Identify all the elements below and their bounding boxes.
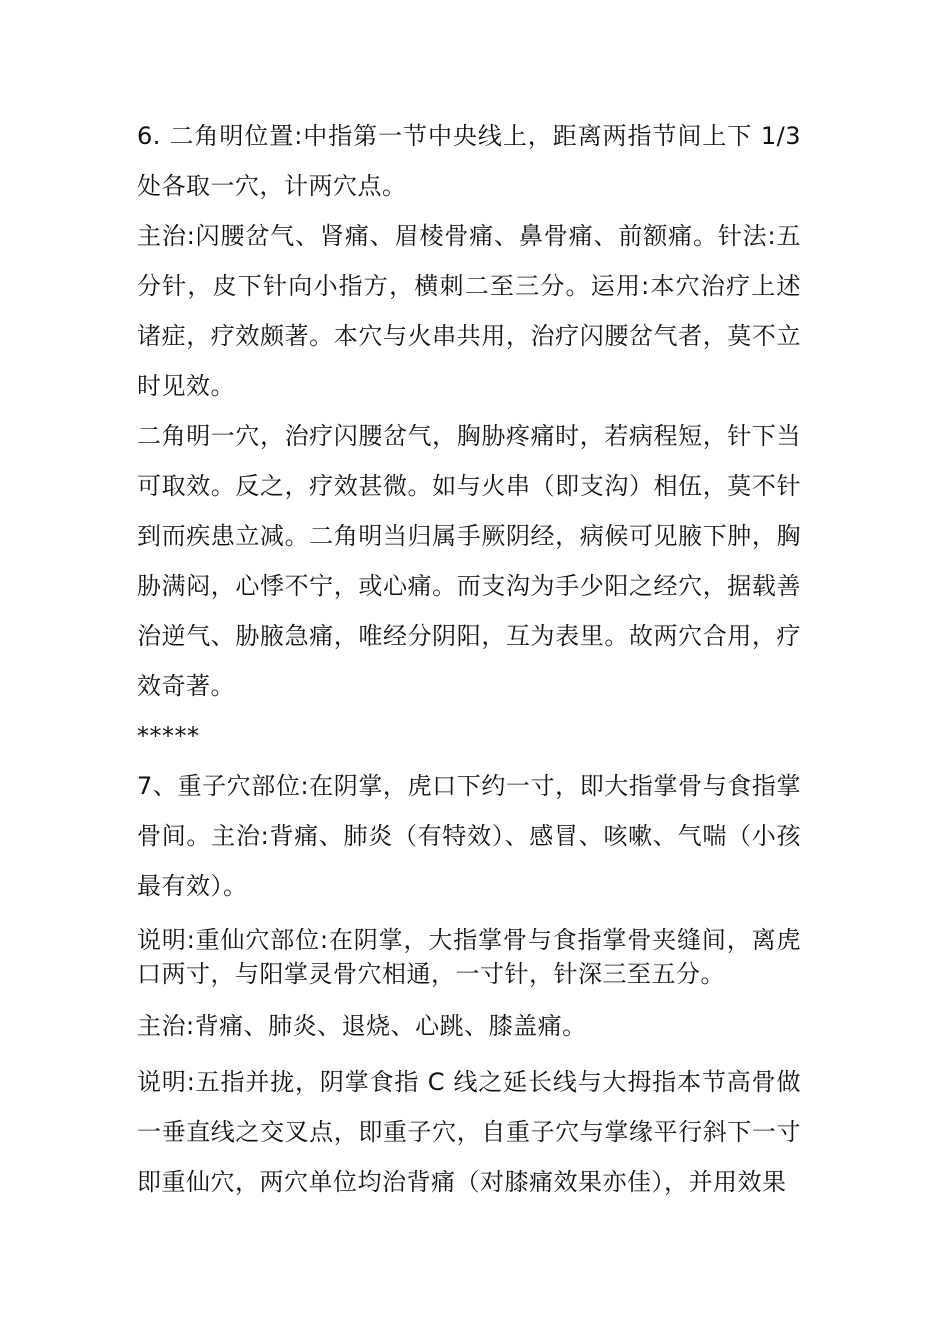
paragraph-erjiaoming-indications: 主治:闪腰岔气、肾痛、眉棱骨痛、鼻骨痛、前额痛。针法:五分针，皮下针向小指方，横刺二至三分。运用:本穴治疗上述诸症，疗效颇著。本穴与火串共用，治疗闪腰岔气者，莫不立时见效。: [137, 222, 801, 400]
paragraph-erjiaoming-location: 6. 二角明位置:中指第一节中央线上，距离两指节间上下 1/3 处各取一穴，计两穴点。: [137, 122, 801, 200]
paragraph-zhongxian-note: 说明:重仙穴部位:在阴掌，大指掌骨与食指掌骨夹缝间，离虎口两寸，与阳掌灵骨穴相通，一寸针，针深三至五分。: [137, 926, 801, 988]
document-body: [137, 111, 801, 1207]
paragraph-zhongzi-location: 7、重子穴部位:在阴掌，虎口下约一寸，即大指掌骨与食指掌骨间。主治:背痛、肺炎（有特效）、感冒、咳嗽、气喘（小孩最有效）。: [137, 772, 801, 900]
paragraph-zhongzi-explanation: 说明:五指并拢，阴掌食指 C 线之延长线与大拇指本节高骨做一垂直线之交叉点，即重子穴，自重子穴与掌缘平行斜下一寸即重仙穴，两穴单位均治背痛（对膝痛效果亦佳），并用效果: [137, 1068, 801, 1196]
paragraph-zhongxian-indications: 主治:背痛、肺炎、退烧、心跳、膝盖痛。: [137, 1012, 587, 1040]
section-divider: *****: [137, 722, 200, 750]
paragraph-erjiaoming-discussion: 二角明一穴，治疗闪腰岔气，胸胁疼痛时，若病程短，针下当可取效。反之，疗效甚微。如与火串（即支沟）相伍，莫不针到而疾患立减。二角明当归属手厥阴经，病候可见腋下肿，胸胁满闷，心悸不宁，或心痛。而支沟为手少阳之经穴，据载善治逆气、胁腋急痛，唯经分阴阳，互为表里。故两穴合用，疗效奇著。: [137, 422, 801, 700]
